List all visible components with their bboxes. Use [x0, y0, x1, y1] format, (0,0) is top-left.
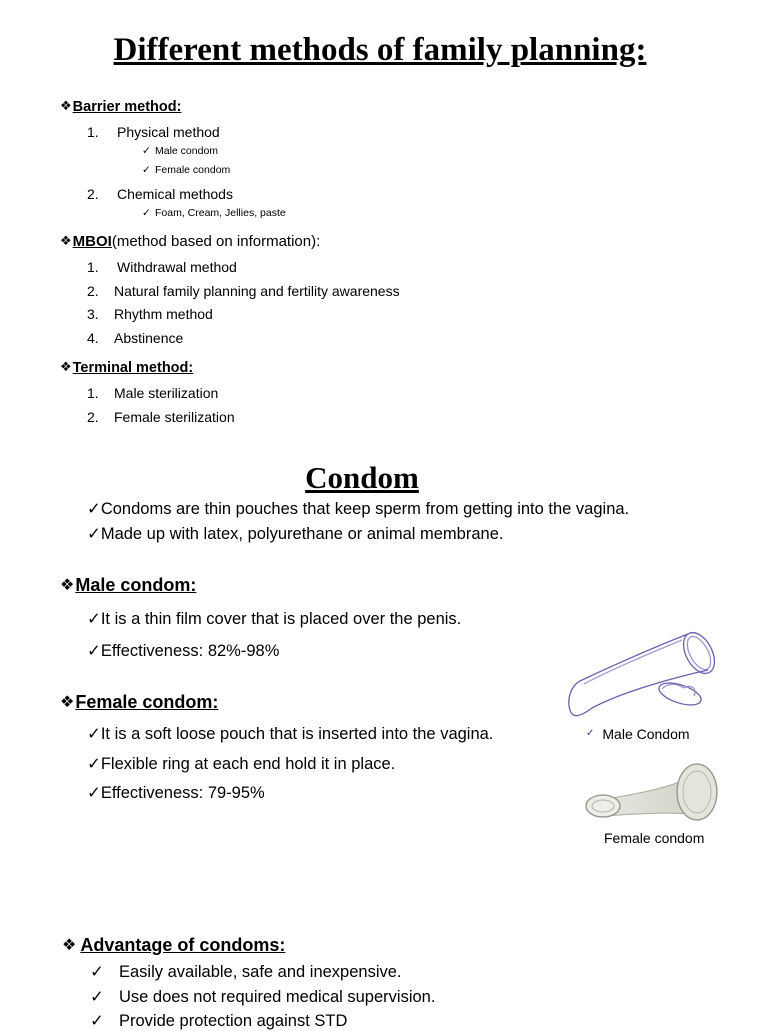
list-item: ✓Flexible ring at each end hold it in place.	[87, 755, 396, 773]
check-icon: ✓	[87, 725, 101, 743]
diamond-bullet-icon: ❖	[60, 233, 72, 248]
terminal-heading: ❖Terminal method:	[60, 359, 194, 376]
check-icon: ✓	[142, 164, 151, 176]
check-icon: ✓	[87, 642, 101, 660]
diamond-bullet-icon: ❖	[60, 359, 72, 374]
female-condom-caption: Female condom	[604, 830, 705, 846]
list-item: ✓Made up with latex, polyurethane or animal membrane.	[87, 525, 504, 543]
check-icon: ✓	[90, 963, 104, 981]
check-icon: ✓	[87, 610, 101, 628]
condom-title: Condom	[305, 460, 419, 495]
sub-list-item: ✓ Male condom	[142, 145, 219, 157]
female-condom-heading: ❖Female condom:	[60, 692, 219, 712]
list-item: ✓Effectiveness: 82%-98%	[87, 642, 280, 660]
check-icon: ✓	[142, 145, 151, 157]
male-condom-image	[562, 626, 722, 722]
list-item: ✓Condoms are thin pouches that keep sperm from getting into the vagina.	[87, 500, 630, 518]
check-icon: ✓	[142, 207, 151, 219]
advantages-heading: ❖ Advantage of condoms:	[62, 935, 286, 955]
barrier-heading: ❖Barrier method:	[60, 98, 182, 115]
check-icon: ✓	[87, 500, 101, 518]
list-item: 2. Natural family planning and fertility awareness	[87, 283, 400, 299]
check-icon: ✓	[90, 988, 104, 1006]
mboi-heading: ❖MBOI(method based on information):	[60, 233, 321, 250]
list-item: ✓It is a thin film cover that is placed over the penis.	[87, 610, 462, 628]
check-icon: ✓	[90, 1012, 104, 1030]
list-item: ✓Effectiveness: 79-95%	[87, 784, 265, 802]
check-icon: ✓	[87, 525, 101, 543]
male-condom-caption: ✓ Male Condom	[586, 726, 690, 742]
diamond-bullet-icon: ❖	[60, 577, 75, 594]
list-item: ✓ Provide protection against STD	[90, 1012, 348, 1030]
diamond-bullet-icon: ❖	[60, 98, 72, 113]
sub-list-item: ✓ Foam, Cream, Jellies, paste	[142, 207, 286, 219]
list-item: ✓It is a soft loose pouch that is inserted into the vagina.	[87, 725, 494, 743]
list-item: 2. Chemical methods	[87, 186, 233, 202]
list-item: 1. Physical method	[87, 124, 220, 140]
diamond-bullet-icon: ❖	[60, 694, 75, 711]
male-condom-heading: ❖Male condom:	[60, 575, 197, 595]
list-item: 1. Male sterilization	[87, 385, 219, 401]
check-icon: ✓	[87, 755, 101, 773]
list-item: 1. Withdrawal method	[87, 259, 237, 275]
sub-list-item: ✓ Female condom	[142, 164, 231, 176]
list-item: ✓ Use does not required medical supervision.	[90, 988, 436, 1006]
list-item: 2. Female sterilization	[87, 409, 235, 425]
list-item: 4. Abstinence	[87, 330, 184, 346]
female-condom-image	[583, 760, 725, 822]
page-title: Different methods of family planning:	[113, 32, 647, 68]
list-item: 3. Rhythm method	[87, 306, 213, 322]
check-icon: ✓	[87, 784, 101, 802]
diamond-bullet-icon: ❖	[62, 937, 77, 954]
check-icon: ✓	[586, 728, 595, 739]
list-item: ✓ Easily available, safe and inexpensive.	[90, 963, 402, 981]
